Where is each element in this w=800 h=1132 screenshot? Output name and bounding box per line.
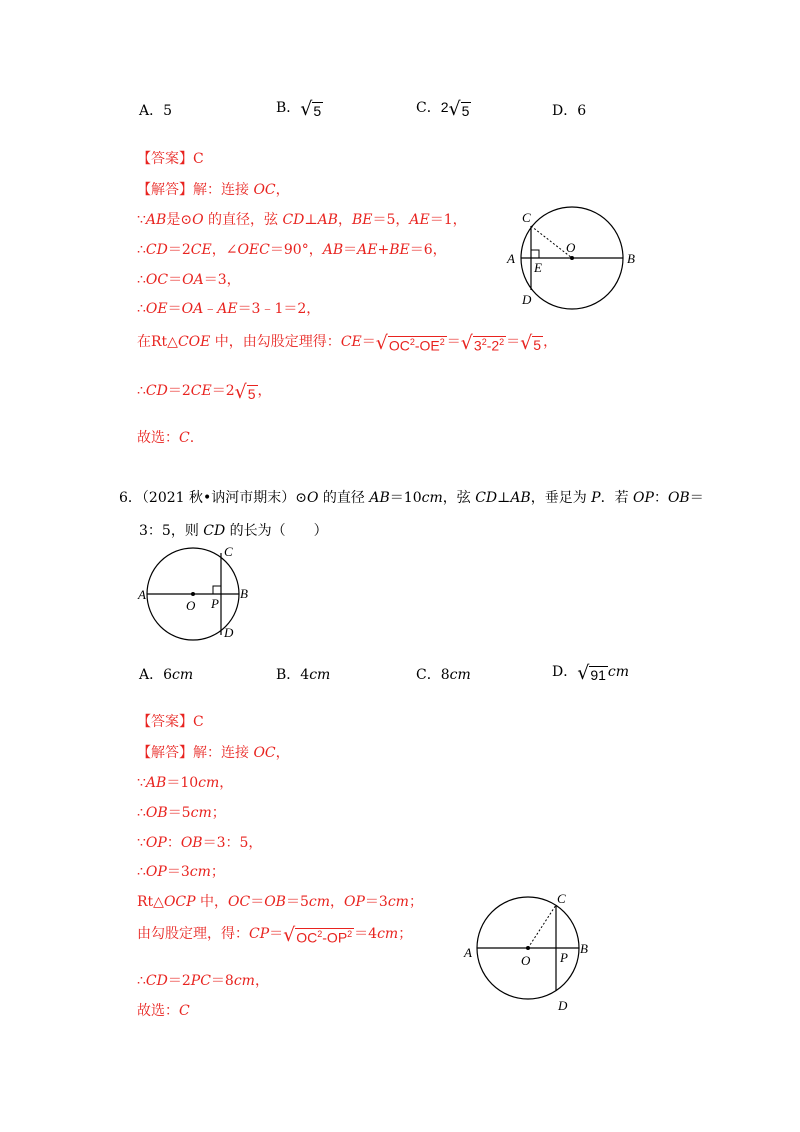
q5-label-d: D <box>522 292 532 307</box>
q6-label-o: O <box>186 598 196 613</box>
q6-solution-line4: ∴OP＝3cm； <box>137 864 225 880</box>
q6-answer: 【答案】C <box>137 714 204 730</box>
q6s-label-p: P <box>560 950 568 965</box>
q6-solution-intro: 【解答】解：连接 OC， <box>137 745 290 761</box>
q5-option-c: C．2 √ 5 <box>416 98 470 120</box>
q6-solution-line5: Rt△OCP 中，OC＝OB＝5cm，OP＝3cm； <box>137 894 423 910</box>
q6-option-d: D． √ 91 cm <box>552 662 630 684</box>
q5-answer: 【答案】C <box>137 151 204 167</box>
q6s-label-c: C <box>557 891 566 906</box>
q5-option-d: D．6 <box>552 103 587 119</box>
q6-solution-line7: ∴CD＝2PC＝8cm， <box>137 973 269 989</box>
q6-stem-line1: 6．（2021 秋•讷河市期末）⊙O 的直径 AB＝10cm，弦 CD⊥AB，垂足为 P．若 OP：OB＝ <box>119 490 704 506</box>
q6-label-d: D <box>224 625 234 640</box>
q6-option-b: B．4cm <box>276 667 331 683</box>
q6-label-c: C <box>224 544 233 559</box>
q5-solution-line2: ∴CD＝2CE，∠OEC＝90°，AB＝AE+BE＝6， <box>137 242 447 258</box>
q5-label-b: B <box>627 251 635 266</box>
q6-solution-final: 故选：C <box>137 1003 190 1019</box>
q6-solution-line1: ∵AB＝10cm， <box>137 775 234 791</box>
q6-label-a: A <box>138 587 146 602</box>
q6s-label-d: D <box>558 998 568 1013</box>
q5-option-a: A．5 <box>139 103 173 119</box>
q6-label-p: P <box>211 596 219 611</box>
q5-solution-line1: ∵AB是⊙O 的直径，弦 CD⊥AB，BE＝5，AE＝1， <box>137 212 467 228</box>
q5-label-a: A <box>507 251 515 266</box>
q6s-label-o: O <box>521 953 531 968</box>
q6-label-b: B <box>240 586 248 601</box>
q5-option-b: B． √ 5 <box>276 98 322 120</box>
q6-stem-line2: 3：5，则 CD 的长为（ ） <box>139 523 328 539</box>
q5-solution-line4: ∴OE＝OA﹣AE＝3﹣1＝2， <box>137 301 321 317</box>
q5-label-o: O <box>566 240 576 255</box>
q6-solution-line3: ∵OP：OB＝3：5， <box>137 835 263 851</box>
q5-solution-intro: 【解答】解：连接 OC， <box>137 182 290 198</box>
q5-solution-line5: 在Rt△COE 中，由勾股定理得：CE＝ √ $OC^2-OE^2$ ＝ √ $3^2-2^2$ ＝ √ 5 ， <box>137 332 558 354</box>
q6-option-a: A．6cm <box>139 667 194 683</box>
q5-label-c: C <box>522 210 531 225</box>
q6-solution-line6: 由勾股定理，得：CP＝ √ $OC^2-OP^2$ ＝4cm； <box>137 924 413 946</box>
q5-solution-line3: ∴OC＝OA＝3， <box>137 272 241 288</box>
q5-solution-line6: ∴CD＝2CE＝2 √ 5 ， <box>137 381 272 403</box>
q6-solution-line2: ∴OB＝5cm； <box>137 805 226 821</box>
q6-option-c: C．8cm <box>416 667 471 683</box>
q5-solution-final: 故选：C. <box>137 430 195 446</box>
q6s-label-b: B <box>580 941 588 956</box>
q5-label-e: E <box>534 260 542 275</box>
q6s-label-a: A <box>464 945 472 960</box>
